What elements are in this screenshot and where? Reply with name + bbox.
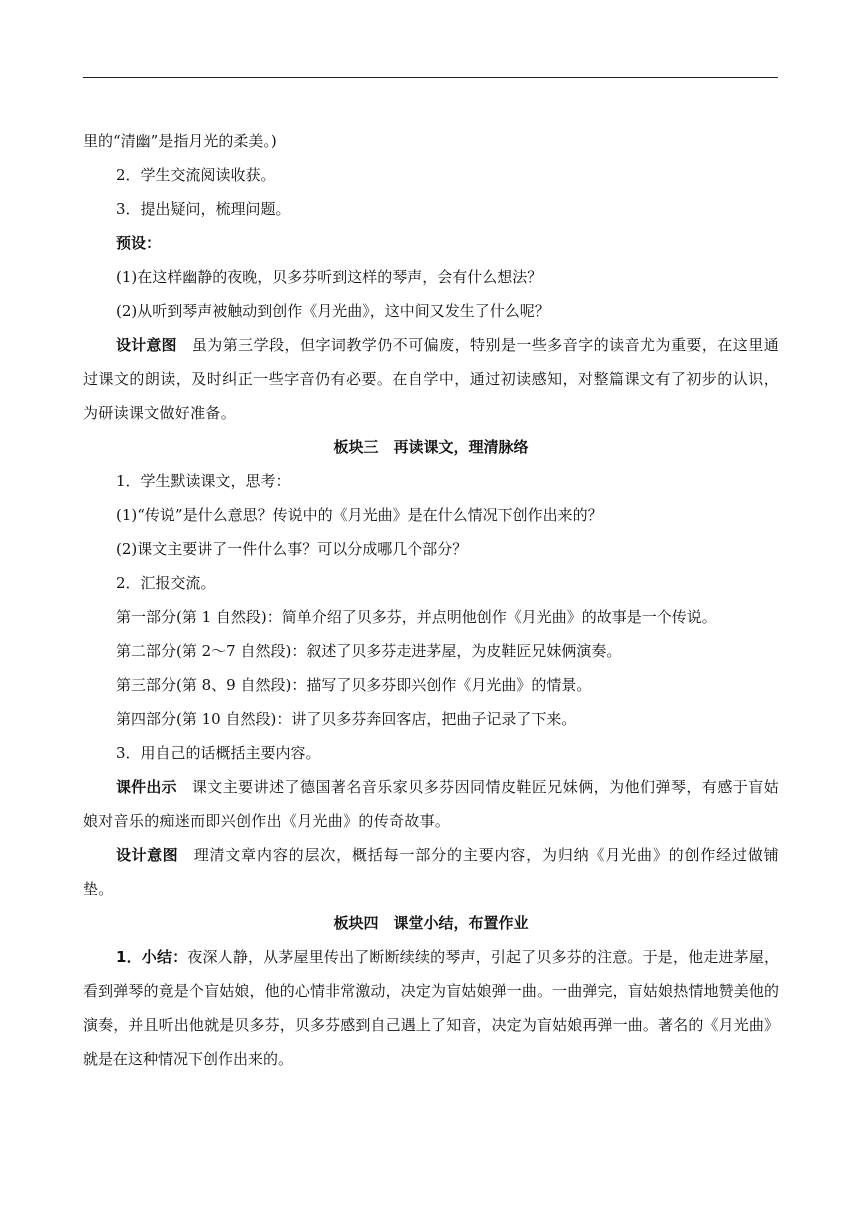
design-intent-paragraph bbox=[83, 838, 779, 906]
question-line: (2)从听到琴声被触动到创作《月光曲》，这中间又发生了什么呢？ bbox=[116, 302, 550, 320]
summary-label: 1．小结： bbox=[116, 948, 188, 966]
question-line: (1)“传说”是什么意思？传说中的《月光曲》是在什么情况下创作出来的？ bbox=[116, 506, 603, 524]
design-intent-paragraph bbox=[83, 328, 779, 430]
courseware-paragraph bbox=[83, 770, 779, 838]
summary-paragraph bbox=[83, 940, 779, 1076]
preset-label: 预设： bbox=[116, 234, 162, 252]
paragraph-line: 3．提出疑问，梳理问题。 bbox=[116, 200, 291, 218]
design-intent-label: 设计意图 bbox=[116, 846, 179, 864]
courseware-text: 课文主要讲述了德国著名音乐家贝多芬因同情皮鞋匠兄妹俩，为他们弹琴，有感于盲姑娘对音乐的痴迷而即兴创作出《月光曲》的传奇故事。 bbox=[83, 778, 779, 830]
summary-text: 夜深人静，从茅屋里传出了断断续续的琴声，引起了贝多芬的注意。于是，他走进茅屋，看到弹琴的竟是个盲姑娘，他的心情非常激动，决定为盲姑娘弹一曲。一曲弹完，盲姑娘热情地赞美他的演奏，并且听出他就是贝多芬，贝多芬感到自己遇上了知音，决定为盲姑娘再弹一曲。著名的《月光曲》就是在这种情况下创作出来的。 bbox=[83, 948, 780, 1068]
part-line: 第一部分(第 1 自然段)：简单介绍了贝多芬，并点明他创作《月光曲》的故事是一个传说。 bbox=[116, 608, 717, 626]
courseware-label: 课件出示 bbox=[116, 778, 177, 796]
document-body bbox=[83, 124, 779, 1076]
section-heading-3: 板块三 再读课文，理清脉络 bbox=[333, 438, 529, 456]
question-line: (1)在这样幽静的夜晚，贝多芬听到这样的琴声，会有什么想法？ bbox=[116, 268, 543, 286]
header-rule bbox=[83, 77, 778, 78]
paragraph-line: 2．学生交流阅读收获。 bbox=[116, 166, 276, 184]
paragraph-line: 里的“清幽”是指月光的柔美。) bbox=[83, 132, 277, 150]
design-intent-text: 虽为第三学段，但字词教学仍不可偏废，特别是一些多音字的读音尤为重要，在这里通过课文的朗读，及时纠正一些字音仍有必要。在自学中，通过初读感知，对整篇课文有了初步的认识，为研读课文做好准备。 bbox=[83, 336, 779, 422]
paragraph-line: 1．学生默读课文，思考： bbox=[116, 472, 291, 490]
question-line: (2)课文主要讲了一件什么事？可以分成哪几个部分？ bbox=[116, 540, 468, 558]
paragraph-line: 2．汇报交流。 bbox=[116, 574, 216, 592]
part-line: 第四部分(第 10 自然段)：讲了贝多芬奔回客店，把曲子记录了下来。 bbox=[116, 710, 577, 728]
paragraph-line: 3．用自己的话概括主要内容。 bbox=[116, 744, 321, 762]
part-line: 第三部分(第 8、9 自然段)：描写了贝多芬即兴创作《月光曲》的情景。 bbox=[116, 676, 592, 694]
design-intent-text: 理清文章内容的层次，概括每一部分的主要内容，为归纳《月光曲》的创作经过做铺垫。 bbox=[83, 846, 779, 898]
part-line: 第二部分(第 2～7 自然段)：叙述了贝多芬走进茅屋，为皮鞋匠兄妹俩演奏。 bbox=[116, 642, 622, 660]
design-intent-label: 设计意图 bbox=[116, 336, 177, 354]
section-heading-4: 板块四 课堂小结，布置作业 bbox=[333, 914, 529, 932]
